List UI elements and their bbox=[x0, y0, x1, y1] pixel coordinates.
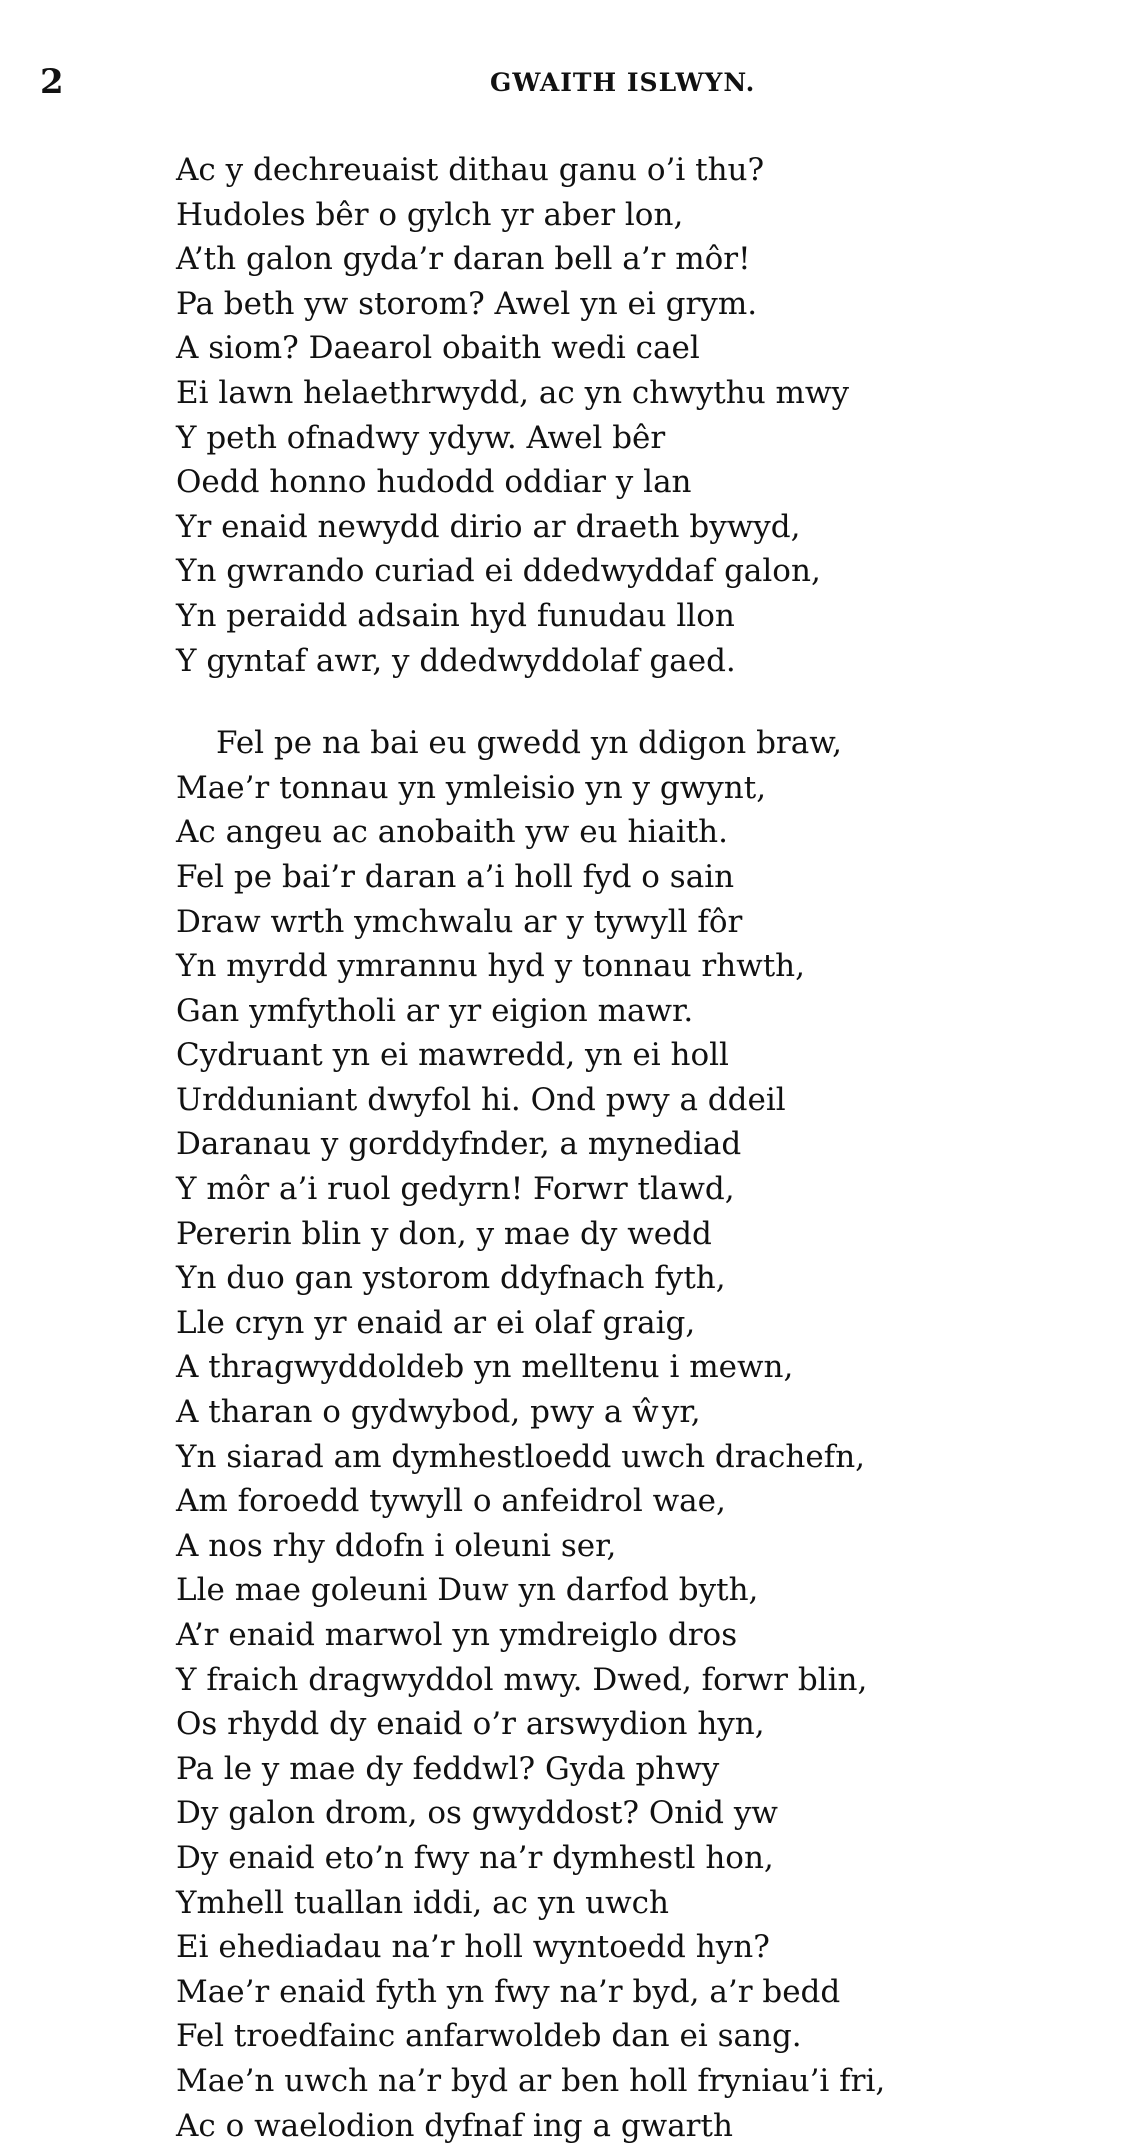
poem-line: A’r enaid marwol yn ymdreiglo dros bbox=[176, 1617, 738, 1653]
poem-line: Os rhydd dy enaid o’r arswydion hyn, bbox=[176, 1706, 765, 1743]
poem-line: Yn duo gan ystorom ddyfnach fyth, bbox=[176, 1260, 726, 1297]
poem-line: Mae’n uwch na’r byd ar ben holl fryniau’i fri, bbox=[176, 2062, 886, 2099]
poem-line: Draw wrth ymchwalu ar y tywyll fôr bbox=[176, 903, 743, 940]
poem-line: Y fraich dragwyddol mwy. Dwed, forwr blin, bbox=[176, 1661, 868, 1698]
poem-line: Yn siarad am dymhestloedd uwch drachefn, bbox=[176, 1438, 866, 1475]
poem-line: Yn gwrando curiad ei ddedwyddaf galon, bbox=[176, 553, 821, 590]
poem-line: Yn peraidd adsain hyd funudau llon bbox=[176, 597, 735, 634]
running-title: GWAITH ISLWYN. bbox=[490, 68, 756, 97]
poem-line: Ei lawn helaethrwydd, ac yn chwythu mwy bbox=[176, 374, 849, 411]
poem-text bbox=[176, 148, 1096, 2148]
poem-line: Fel pe bai’r daran a’i holl fyd o sain bbox=[176, 858, 735, 895]
poem-line: Gan ymfytholi ar yr eigion mawr. bbox=[176, 992, 694, 1029]
poem-line: Cydruant yn ei mawredd, yn ei holl bbox=[176, 1037, 729, 1074]
poem-line: A siom? Daearol obaith wedi cael bbox=[176, 330, 700, 367]
poem-line: Urdduniant dwyfol hi. Ond pwy a ddeil bbox=[176, 1081, 786, 1118]
poem-line: Pererin blin y don, y mae dy wedd bbox=[176, 1215, 712, 1252]
page-number: 2 bbox=[40, 62, 64, 102]
poem-line: Ei ehediadau na’r holl wyntoedd hyn? bbox=[176, 1929, 770, 1966]
poem-line: Ymhell tuallan iddi, ac yn uwch bbox=[176, 1884, 669, 1921]
poem-line: Dy enaid eto’n fwy na’r dymhestl hon, bbox=[176, 1839, 774, 1876]
poem-line: Ac angeu ac anobaith yw eu hiaith. bbox=[176, 814, 729, 851]
poem-line: Daranau y gorddyfnder, a mynediad bbox=[176, 1126, 742, 1163]
poem-line: Pa le y mae dy feddwl? Gyda phwy bbox=[176, 1750, 720, 1787]
poem-line: Pa beth yw storom? Awel yn ei grym. bbox=[176, 285, 758, 322]
poem-line: A nos rhy ddofn i oleuni ser, bbox=[176, 1527, 617, 1564]
poem-line: A thragwyddoldeb yn melltenu i mewn, bbox=[176, 1349, 794, 1386]
poem-line: Am foroedd tywyll o anfeidrol wae, bbox=[176, 1483, 726, 1520]
poem-line: Yr enaid newydd dirio ar draeth bywyd, bbox=[176, 508, 801, 545]
poem-line: Fel troedfainc anfarwoldeb dan ei sang. bbox=[176, 2018, 802, 2055]
poem-line: A tharan o gydwybod, pwy a ŵyr, bbox=[176, 1394, 701, 1431]
poem-line: Lle mae goleuni Duw yn darfod byth, bbox=[176, 1572, 759, 1609]
poem-line: Lle cryn yr enaid ar ei olaf graig, bbox=[176, 1304, 696, 1341]
poem-line: Oedd honno hudodd oddiar y lan bbox=[176, 464, 692, 501]
poem-line: A’th galon gyda’r daran bell a’r môr! bbox=[176, 241, 751, 278]
poem-line-indented: Fel pe na bai eu gwedd yn ddigon braw, bbox=[216, 725, 842, 762]
poem-line: Y peth ofnadwy ydyw. Awel bêr bbox=[176, 419, 666, 456]
poem-line: Hudoles bêr o gylch yr aber lon, bbox=[176, 196, 684, 233]
stanza-1 bbox=[176, 148, 1096, 683]
poem-line: Dy galon drom, os gwyddost? Onid yw bbox=[176, 1795, 778, 1832]
poem-line: Ac o waelodion dyfnaf ing a gwarth bbox=[176, 2107, 733, 2144]
poem-line: Y môr a’i ruol gedyrn! Forwr tlawd, bbox=[176, 1171, 735, 1208]
stanza-2 bbox=[176, 721, 1096, 2148]
poem-line: Ac y dechreuaist dithau ganu o’i thu? bbox=[176, 152, 765, 188]
poem-line: Yn myrdd ymrannu hyd y tonnau rhwth, bbox=[176, 948, 806, 985]
poem-line: Y gyntaf awr, y ddedwyddolaf gaed. bbox=[176, 642, 736, 679]
poem-line: Mae’r tonnau yn ymleisio yn y gwynt, bbox=[176, 769, 767, 806]
poem-line: Mae’r enaid fyth yn fwy na’r byd, a’r bedd bbox=[176, 1973, 841, 2010]
page-header bbox=[0, 62, 1140, 102]
